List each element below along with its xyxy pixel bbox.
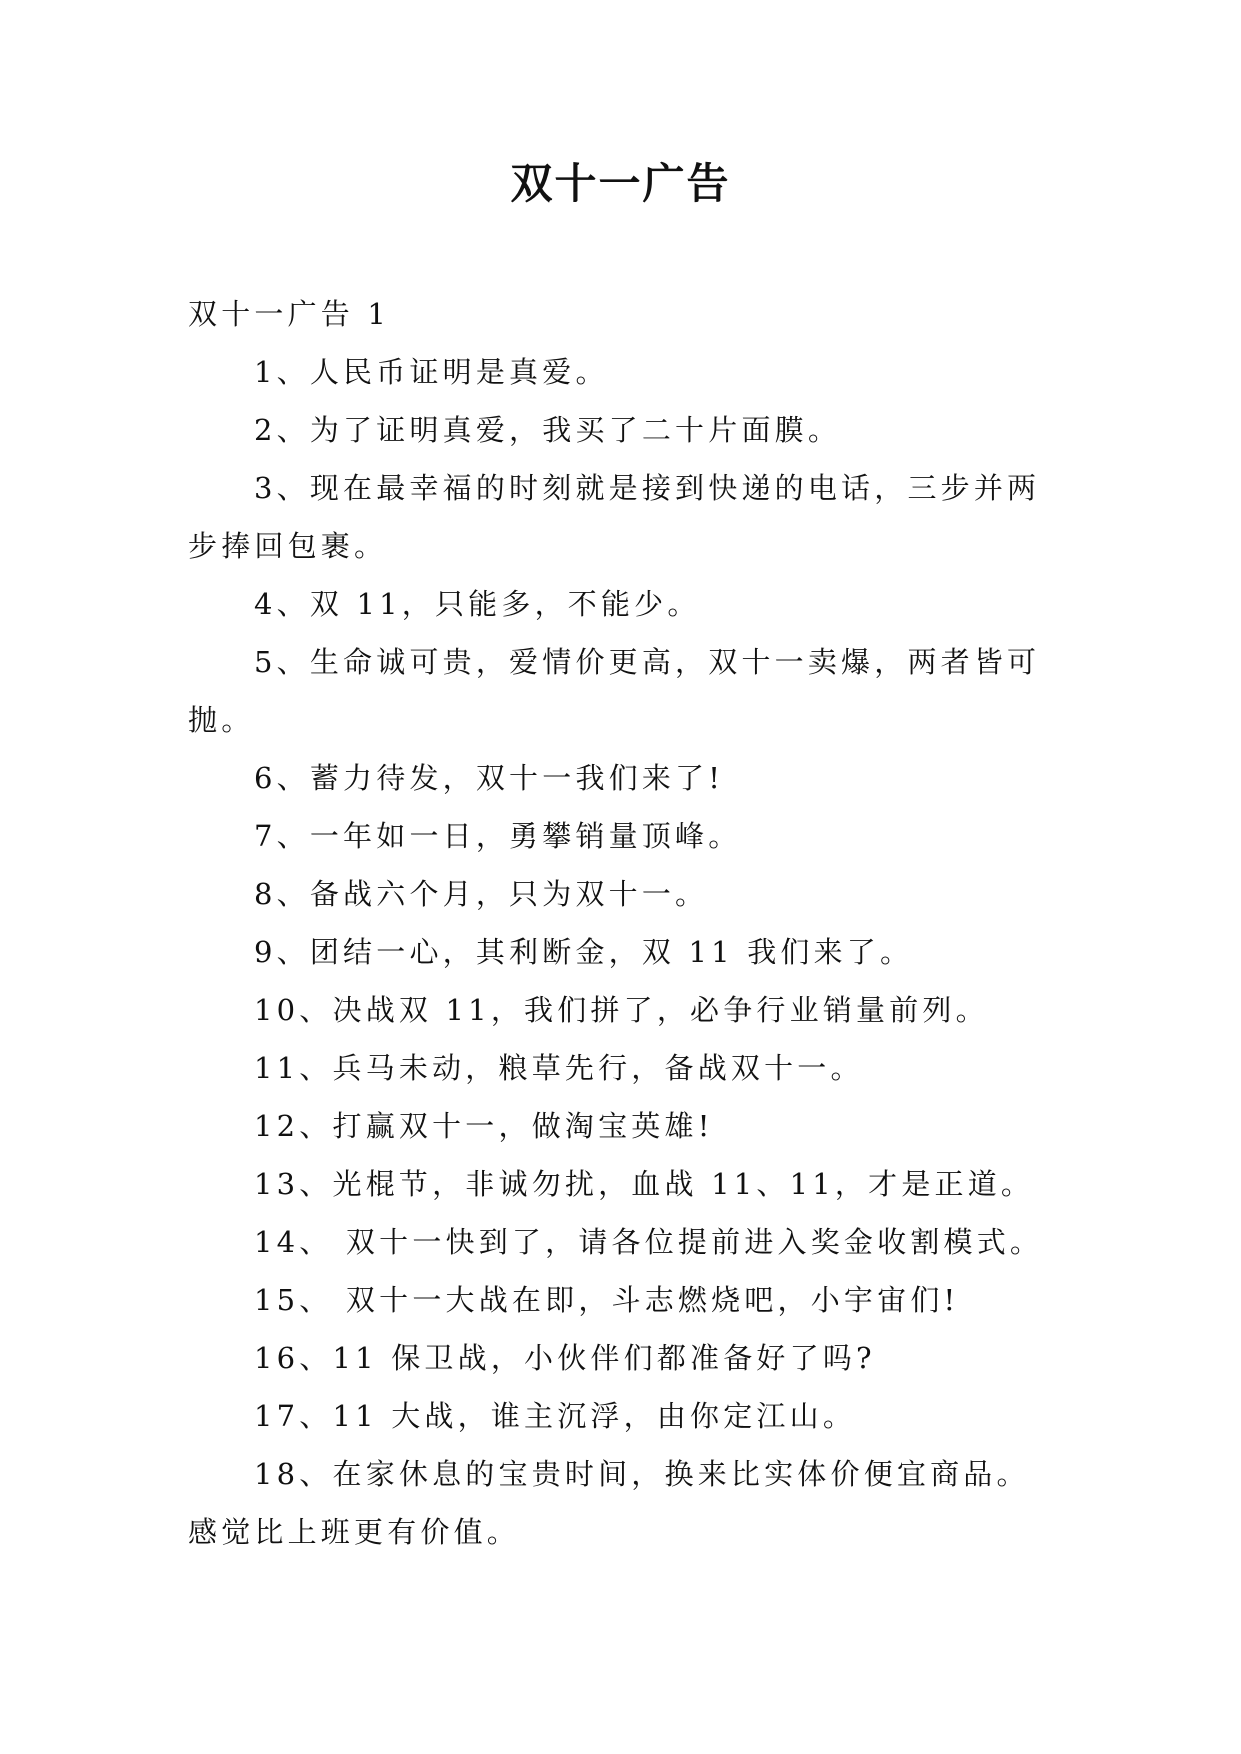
list-item: 5、生命诚可贵，爱情价更高，双十一卖爆，两者皆可抛。: [188, 645, 1041, 737]
list-item: 8、备战六个月，只为双十一。: [254, 877, 709, 911]
list-item: 7、一年如一日，勇攀销量顶峰。: [254, 819, 742, 853]
list-item: 11、兵马未动，粮草先行，备战双十一。: [254, 1051, 864, 1085]
page-title: 双十一广告: [510, 159, 731, 208]
list-item: 17、11 大战，谁主沉浮，由你定江山。: [254, 1399, 857, 1433]
list-item: 9、团结一心，其利断金，双 11 我们来了。: [254, 935, 914, 969]
list-item: 18、在家休息的宝贵时间，换来比实体价便宜商品。感觉比上班更有价值。: [188, 1457, 1030, 1549]
list-item: 3、现在最幸福的时刻就是接到快递的电话，三步并两步捧回包裹。: [188, 471, 1041, 563]
list-item: 14、 双十一快到了，请各位提前进入奖金收割模式。: [254, 1225, 1044, 1259]
section-heading: 双十一广告 1: [188, 297, 391, 331]
document-body: [188, 285, 1058, 1561]
list-item: 10、决战双 11，我们拼了，必争行业销量前列。: [254, 993, 989, 1027]
list-item: 1、人民币证明是真爱。: [254, 355, 609, 389]
list-item: 12、打赢双十一，做淘宝英雄!: [254, 1109, 714, 1143]
list-item: 2、为了证明真爱，我买了二十片面膜。: [254, 413, 842, 447]
list-item: 13、光棍节，非诚勿扰，血战 11、11，才是正道。: [254, 1167, 1035, 1201]
list-item: 4、双 11，只能多，不能少。: [254, 587, 701, 621]
list-item: 15、 双十一大战在即，斗志燃烧吧，小宇宙们!: [254, 1283, 960, 1317]
list-item: 6、蓄力待发，双十一我们来了!: [254, 761, 725, 795]
ad-slogan-list: [188, 343, 1058, 1561]
list-item: 16、11 保卫战，小伙伴们都准备好了吗?: [254, 1341, 876, 1375]
